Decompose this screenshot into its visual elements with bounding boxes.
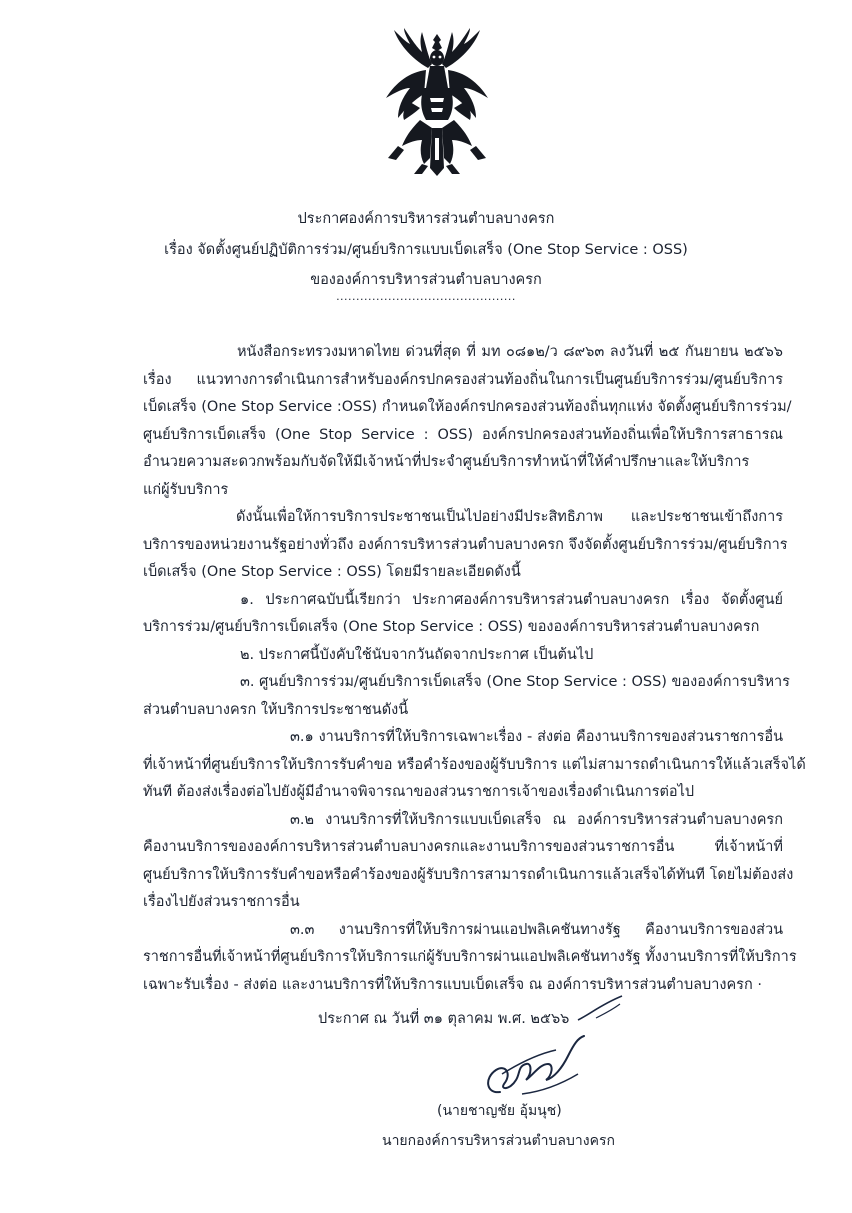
signer-position: นายกองค์การบริหารส่วนตำบลบางครก <box>382 1133 615 1149</box>
item-3-3-line: เฉพาะรับเรื่อง - ส่งต่อ และงานบริการที่ให้บริการแบบเบ็ดเสร็จ ณ องค์การบริหารส่วนตำบลบางครก · <box>143 977 762 993</box>
document-org: ขององค์การบริหารส่วนตำบลบางครก <box>310 272 542 288</box>
document-title: ประกาศองค์การบริหารส่วนตำบลบางครก <box>297 211 555 227</box>
item-3-3-line: ๓.๓ งานบริการที่ให้บริการผ่านแอปพลิเคชันทางรัฐ คืองานบริการของส่วน <box>290 921 783 938</box>
document-subject: เรื่อง จัดตั้งศูนย์ปฏิบัติการร่วม/ศูนย์บริการแบบเบ็ดเสร็จ (One Stop Service : OSS) <box>164 242 688 258</box>
body-line: บริการของหน่วยงานรัฐอย่างทั่วถึง องค์การบริหารส่วนตำบลบางครก จึงจัดตั้งศูนย์บริการร่วม/ศูนย์บริการ <box>143 536 788 553</box>
item-3-3-line: ราชการอื่นที่เจ้าหน้าที่ศูนย์บริการให้บริการแก่ผู้รับบริการผ่านแอปพลิเคชันทางรัฐ ทั้งงานบริการที่ให้บริการ <box>143 949 797 966</box>
item-3-2-line: ๓.๒ งานบริการที่ให้บริการแบบเบ็ดเสร็จ ณ องค์การบริหารส่วนตำบลบางครก <box>290 811 783 828</box>
item-3-2-line: ศูนย์บริการให้บริการรับคำขอหรือคำร้องของผู้รับบริการสามารถดำเนินการแล้วเสร็จได้ทันที โดยไม่ต้องส่ง <box>143 866 794 883</box>
signer-name: (นายชาญชัย อุ้มนุช) <box>437 1103 562 1119</box>
body-line: ศูนย์บริการเบ็ดเสร็จ (One Stop Service : OSS) องค์กรปกครองส่วนท้องถิ่นเพื่อให้บริการสาธารณ <box>143 426 783 443</box>
body-line: แก่ผู้รับบริการ <box>143 481 229 498</box>
item-2-line: ๒. ประกาศนี้บังคับใช้นับจากวันถัดจากประกาศ เป็นต้นไป <box>240 646 594 663</box>
header-divider: ............................................. <box>336 290 516 303</box>
item-3-1-line: ๓.๑ งานบริการที่ให้บริการเฉพาะเรื่อง - ส่งต่อ คืองานบริการของส่วนราชการอื่น <box>290 729 783 746</box>
body-line: ดังนั้นเพื่อให้การบริการประชาชนเป็นไปอย่างมีประสิทธิภาพ และประชาชนเข้าถึงการ <box>236 509 783 526</box>
body-line: อำนวยความสะดวกพร้อมกับจัดให้มีเจ้าหน้าที่ประจำศูนย์บริการทำหน้าที่ให้คำปรึกษาและให้บริการ <box>143 454 750 471</box>
body-line: เรื่อง แนวทางการดำเนินการสำหรับองค์กรปกครองส่วนท้องถิ่นในการเป็นศูนย์บริการร่วม/ศูนย์บริการ <box>143 371 783 388</box>
body-line: หนังสือกระทรวงมหาดไทย ด่วนที่สุด ที่ มท ๐๘๑๒/ว ๘๙๖๓ ลงวันที่ ๒๕ กันยายน ๒๕๖๖ <box>237 344 783 360</box>
item-1-line: บริการร่วม/ศูนย์บริการเบ็ดเสร็จ (One Stop Service : OSS) ขององค์การบริหารส่วนตำบลบางครก <box>143 619 760 636</box>
item-3-1-line: ทันที ต้องส่งเรื่องต่อไปยังผู้มีอำนาจพิจารณาของส่วนราชการเจ้าของเรื่องดำเนินการต่อไป <box>143 784 695 801</box>
body-line: เบ็ดเสร็จ (One Stop Service : OSS) โดยมีรายละเอียดดังนี้ <box>143 564 521 581</box>
item-3-2-line: เรื่องไปยังส่วนราชการอื่น <box>143 894 300 911</box>
item-3-1-line: ที่เจ้าหน้าที่ศูนย์บริการให้บริการรับคำขอ หรือคำร้องของผู้รับบริการ แต่ไม่สามารถดำเนินการให้แล้วเสร็จได้ <box>143 756 806 773</box>
garuda-emblem-icon <box>380 28 495 178</box>
body-line: เบ็ดเสร็จ (One Stop Service :OSS) กำหนดให้องค์กรปกครองส่วนท้องถิ่นทุกแห่ง จัดตั้งศูนย์บริการร่วม/ <box>143 399 792 415</box>
item-3-2-line: คืองานบริการขององค์การบริหารส่วนตำบลบางครกและงานบริการของส่วนราชการอื่น ที่เจ้าหน้าที่ <box>143 839 783 856</box>
item-1-line: ๑. ประกาศฉบับนี้เรียกว่า ประกาศองค์การบริหารส่วนตำบลบางครก เรื่อง จัดตั้งศูนย์ <box>240 591 783 608</box>
handwritten-mark-icon <box>576 992 626 1026</box>
item-3-line: ๓. ศูนย์บริการร่วม/ศูนย์บริการเบ็ดเสร็จ (One Stop Service : OSS) ขององค์การบริหาร <box>240 674 790 691</box>
signature-icon <box>482 1034 592 1102</box>
item-3-line: ส่วนตำบลบางครก ให้บริการประชาชนดังนี้ <box>143 701 409 718</box>
announce-date: ประกาศ ณ วันที่ ๓๑ ตุลาคม พ.ศ. ๒๕๖๖ <box>318 1011 570 1027</box>
